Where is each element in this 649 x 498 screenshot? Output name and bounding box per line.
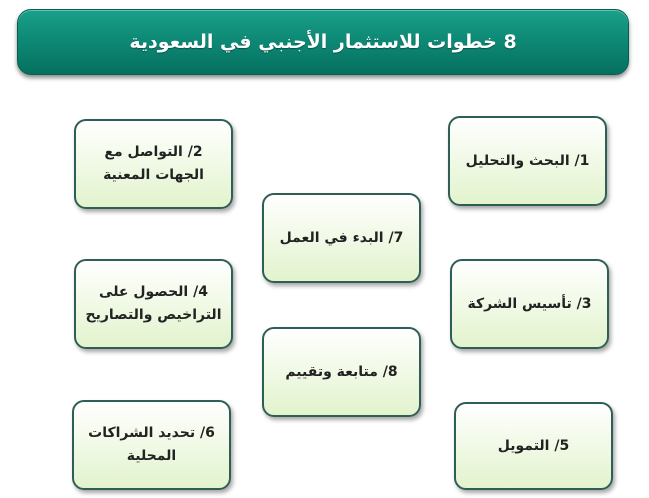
step-3-company-formation (450, 259, 609, 349)
step-6-label: 6/ تحديد الشراكات المحلية (88, 425, 215, 464)
step-1-label: 1/ البحث والتحليل (465, 152, 590, 169)
step-4-licenses-permits (74, 259, 233, 349)
step-2-label: 2/ التواصل مع الجهات المعنية (103, 144, 204, 183)
page-title: 8 خطوات للاستثمار الأجنبي في السعودية (129, 31, 517, 53)
step-5-financing (454, 402, 613, 490)
step-5-label: 5/ التمويل (497, 437, 570, 454)
step-6-local-partnerships (72, 400, 231, 490)
step-8-monitoring-evaluation (262, 327, 421, 417)
title-banner (17, 9, 629, 75)
step-7-label: 7/ البدء في العمل (279, 229, 404, 246)
step-4-label: 4/ الحصول على التراخيص والتصاريح (85, 284, 222, 323)
step-3-label: 3/ تأسيس الشركة (467, 295, 592, 312)
step-1-research-analysis (448, 116, 607, 206)
step-8-label: 8/ متابعة وتقييم (285, 363, 398, 380)
step-2-contact-authorities (74, 119, 233, 209)
step-7-start-operations (262, 193, 421, 283)
